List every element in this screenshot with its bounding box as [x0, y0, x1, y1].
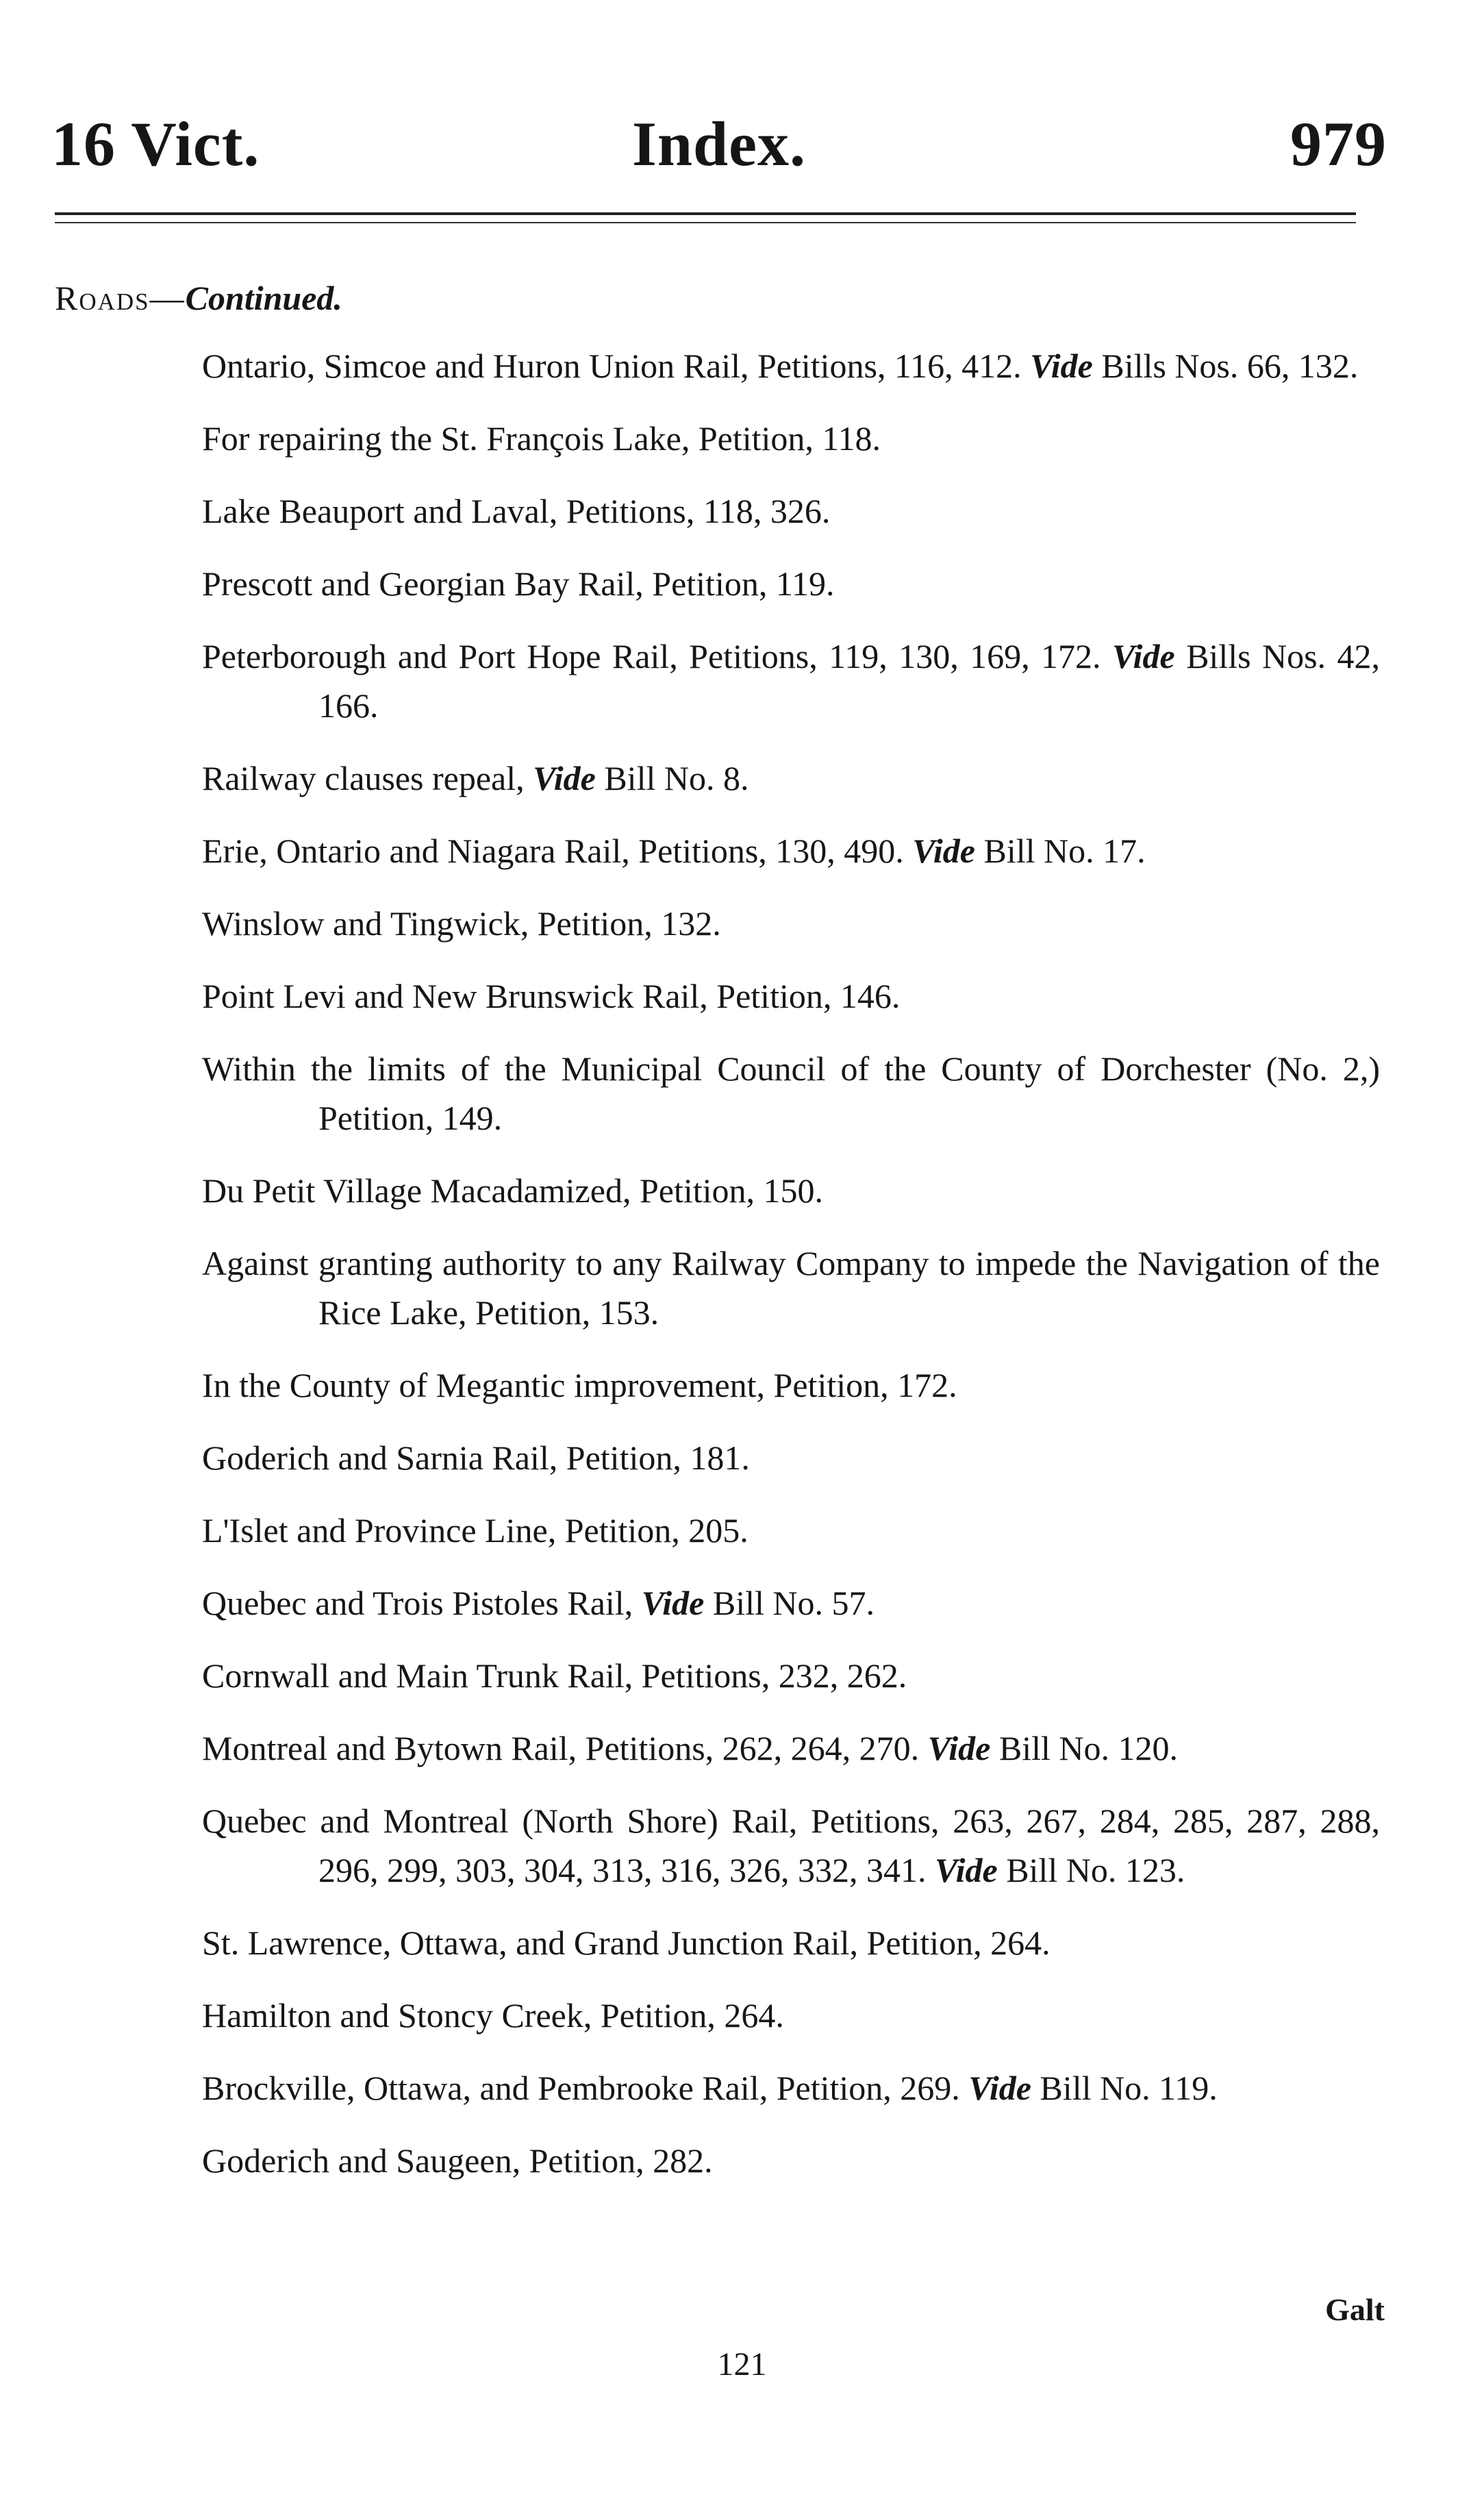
entry-text: Against granting authority to any Railway Company to impede the Navigation of the Rice Lake, Petition, 153. — [202, 1244, 1380, 1332]
entry-text: Peterborough and Port Hope Rail, Petitions, 119, 130, 169, 172. — [202, 637, 1112, 675]
vide-reference: Vide — [927, 1729, 991, 1767]
index-entry — [202, 971, 1380, 1021]
vide-reference: Vide — [533, 759, 596, 797]
index-entry — [202, 1651, 1380, 1700]
entry-text: Railway clauses repeal, — [202, 759, 533, 797]
section-continued: Continued. — [185, 279, 342, 317]
entry-text: Point Levi and New Brunswick Rail, Petition, 146. — [202, 977, 901, 1015]
entry-reference-text: Bill No. 17. — [974, 832, 1146, 870]
entry-text: Quebec and Trois Pistoles Rail, — [202, 1584, 642, 1622]
entry-text: Ontario, Simcoe and Huron Union Rail, Petitions, 116, 412. — [202, 347, 1031, 385]
index-entry — [202, 2063, 1380, 2113]
signature-mark: 121 — [717, 2346, 767, 2382]
index-entry — [202, 559, 1380, 608]
index-entry — [202, 1044, 1380, 1143]
vide-reference: Vide — [641, 1584, 705, 1622]
entry-text: Cornwall and Main Trunk Rail, Petitions, 232, 262. — [202, 1656, 907, 1695]
index-entry — [202, 414, 1380, 463]
index-entry — [202, 486, 1380, 536]
index-entry — [202, 1578, 1380, 1628]
entry-text: Winslow and Tingwick, Petition, 132. — [202, 904, 721, 943]
entry-text: Within the limits of the Municipal Council of the County of Dorchester (No. 2,) Petition, 149. — [202, 1049, 1380, 1137]
index-entry — [202, 2136, 1380, 2185]
entry-text: Erie, Ontario and Niagara Rail, Petitions, 130, 490. — [202, 832, 913, 870]
index-entry — [202, 754, 1380, 803]
entry-text: In the County of Megantic improvement, Petition, 172. — [202, 1366, 957, 1404]
entry-reference-text: Bill No. 57. — [704, 1584, 875, 1622]
index-entry — [202, 1239, 1380, 1337]
index-entry — [202, 1433, 1380, 1482]
entry-reference-text: Bills Nos. 42, 166. — [318, 637, 1380, 725]
vide-reference: Vide — [912, 832, 975, 870]
entry-text: Lake Beauport and Laval, Petitions, 118, 326. — [202, 492, 831, 530]
index-entry — [202, 826, 1380, 875]
header-title: Index. — [632, 109, 806, 179]
entry-text: Montreal and Bytown Rail, Petitions, 262, 264, 270. — [202, 1729, 928, 1767]
entry-reference-text: Bill No. 119. — [1031, 2069, 1218, 2107]
catchword: Galt — [1325, 2292, 1385, 2327]
section-heading — [55, 274, 342, 322]
index-entry — [202, 899, 1380, 948]
index-entry — [202, 1796, 1380, 1895]
header-regnal-year: 16 Vict. — [51, 109, 260, 179]
entry-reference-text: Bill No. 120. — [990, 1729, 1178, 1767]
index-entry — [202, 341, 1380, 390]
entry-text: Goderich and Sarnia Rail, Petition, 181. — [202, 1439, 750, 1477]
entry-text: Du Petit Village Macadamized, Petition, 150. — [202, 1171, 824, 1210]
vide-reference: Vide — [968, 2069, 1031, 2107]
entry-text: Prescott and Georgian Bay Rail, Petition, 119. — [202, 564, 835, 603]
vide-reference: Vide — [1030, 347, 1093, 385]
section-title: Roads— — [55, 279, 186, 317]
index-entry — [202, 1991, 1380, 2040]
index-entry — [202, 1724, 1380, 1773]
page-number: 979 — [1290, 109, 1387, 179]
entry-text: L'Islet and Province Line, Petition, 205. — [202, 1511, 749, 1550]
index-entry — [202, 632, 1380, 730]
index-entry — [202, 1166, 1380, 1215]
entry-reference-text: Bill No. 8. — [595, 759, 749, 797]
entry-text: Brockville, Ottawa, and Pembrooke Rail, Petition, 269. — [202, 2069, 969, 2107]
entry-text: Quebec and Montreal (North Shore) Rail, Petitions, 263, 267, 284, 285, 287, 288, 296, 299, 303, 304, 313, 316, 326, 332, 341. — [202, 1802, 1380, 1889]
index-entries — [202, 341, 1380, 2208]
vide-reference: Vide — [1111, 637, 1175, 675]
entry-reference-text: Bills Nos. 66, 132. — [1092, 347, 1359, 385]
header-rule-thick — [55, 212, 1356, 215]
entry-text: St. Lawrence, Ottawa, and Grand Junction Rail, Petition, 264. — [202, 1924, 1051, 1962]
page-header — [51, 106, 1387, 188]
entry-text: Goderich and Saugeen, Petition, 282. — [202, 2141, 713, 2180]
vide-reference: Vide — [935, 1851, 998, 1889]
index-entry — [202, 1506, 1380, 1555]
entry-text: For repairing the St. François Lake, Petition, 118. — [202, 419, 881, 458]
entry-reference-text: Bill No. 123. — [997, 1851, 1185, 1889]
index-entry — [202, 1360, 1380, 1410]
header-rule-thin — [55, 222, 1356, 223]
index-entry — [202, 1918, 1380, 1967]
entry-text: Hamilton and Stoncy Creek, Petition, 264. — [202, 1996, 784, 2035]
